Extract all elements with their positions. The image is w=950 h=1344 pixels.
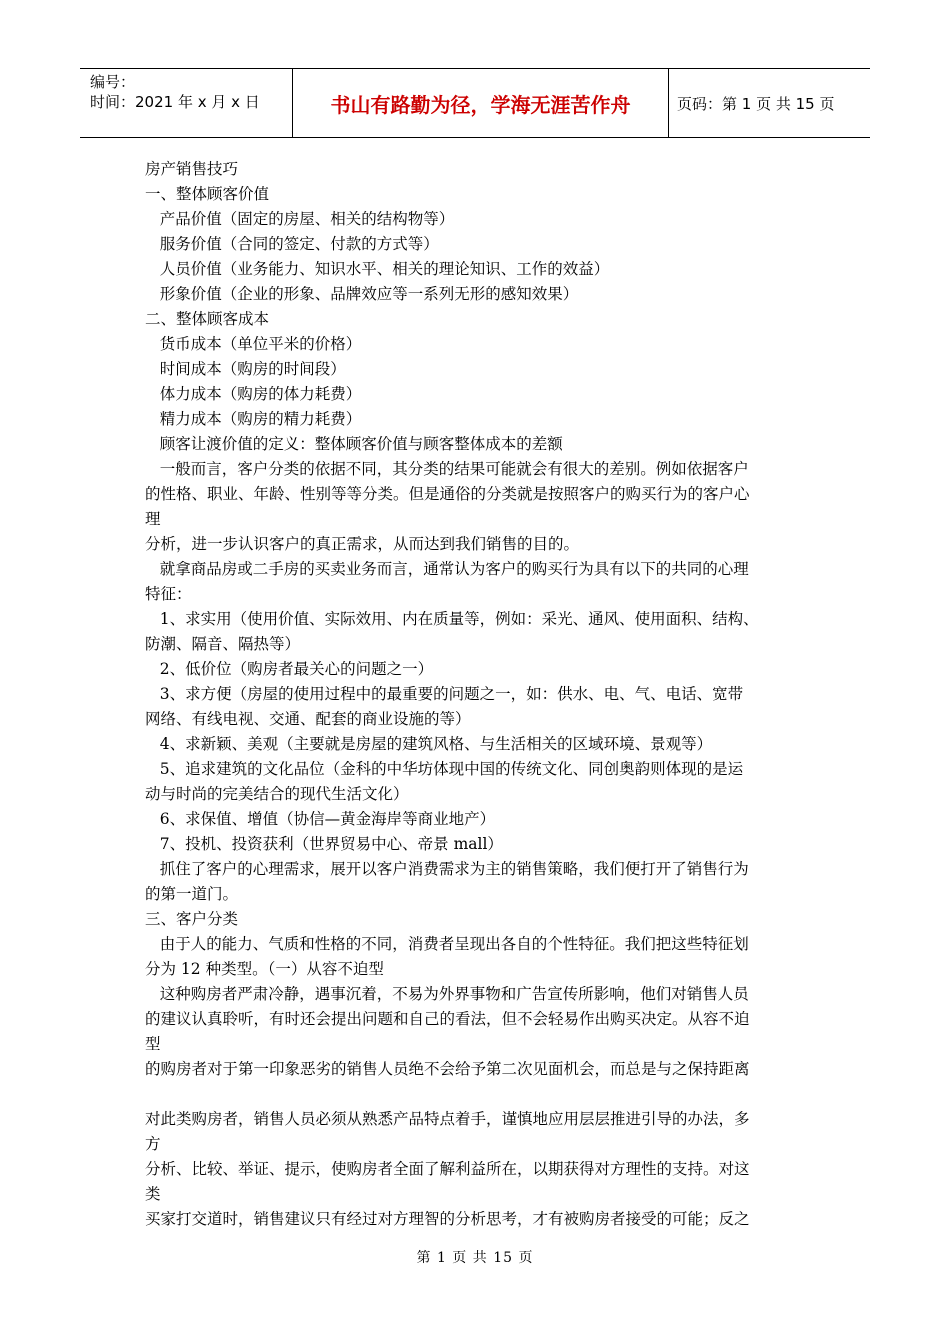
body-line: 的第一道门。 xyxy=(145,885,239,903)
body-line: 抓住了客户的心理需求，展开以客户消费需求为主的销售策略，我们便打开了销售行为 xyxy=(145,860,749,878)
body-line: 网络、有线电视、交通、配套的商业设施的等） xyxy=(145,710,471,728)
body-line: 动与时尚的完美结合的现代生活文化） xyxy=(145,785,409,803)
body-line: 由于人的能力、气质和性格的不同，消费者呈现出各自的个性特征。我们把这些特征划 xyxy=(145,935,749,953)
body-line: 就拿商品房或二手房的买卖业务而言，通常认为客户的购买行为具有以下的共同的心理 xyxy=(145,560,749,578)
body-line: 防潮、隔音、隔热等） xyxy=(145,635,301,653)
page-header xyxy=(80,68,870,138)
body-line: 类 xyxy=(145,1185,161,1203)
body-line: 3、求方便（房屋的使用过程中的最重要的问题之一，如：供水、电、气、电话、宽带 xyxy=(145,685,744,703)
body-line: 体力成本（购房的体力耗费） xyxy=(145,385,362,403)
body-line: 货币成本（单位平米的价格） xyxy=(145,335,362,353)
body-line: 人员价值（业务能力、知识水平、相关的理论知识、工作的效益） xyxy=(145,260,610,278)
page-footer: 第 1 页 共 15 页 xyxy=(416,1250,534,1266)
body-line: 这种购房者严肃冷静，遇事沉着，不易为外界事物和广告宣传所影响，他们对销售人员 xyxy=(145,985,749,1003)
body-line: 一、整体顾客价值 xyxy=(145,185,270,203)
body-line: 4、求新颖、美观（主要就是房屋的建筑风格、与生活相关的区域环境、景观等） xyxy=(145,735,713,753)
body-line: 服务价值（合同的签定、付款的方式等） xyxy=(145,235,439,253)
body-line: 5、追求建筑的文化品位（金科的中华坊体现中国的传统文化、同创奥韵则体现的是运 xyxy=(145,760,744,778)
header-motto: 书山有路勤为径，学海无涯苦作舟 xyxy=(293,69,669,137)
body-line: 型 xyxy=(145,1035,161,1053)
body-line: 一般而言，客户分类的依据不同，其分类的结果可能就会有很大的差别。例如依据客户 xyxy=(145,460,749,478)
body-line: 分析、比较、举证、提示，使购房者全面了解利益所在，以期获得对方理性的支持。对这 xyxy=(145,1160,750,1178)
body-line: 分析，进一步认识客户的真正需求，从而达到我们销售的目的。 xyxy=(145,535,580,553)
document-date: 时间：2021 年 x 月 x 日 xyxy=(90,93,260,111)
header-meta xyxy=(80,69,293,137)
body-line: 特征： xyxy=(145,585,192,603)
body-line: 2、低价位（购房者最关心的问题之一） xyxy=(145,660,434,678)
body-line: 精力成本（购房的精力耗费） xyxy=(145,410,362,428)
body-line: 顾客让渡价值的定义：整体顾客价值与顾客整体成本的差额 xyxy=(145,435,563,453)
body-line: 理 xyxy=(145,510,161,528)
body-line: 对此类购房者，销售人员必须从熟悉产品特点着手，谨慎地应用层层推进引导的办法，多 xyxy=(145,1110,750,1128)
body-line: 6、求保值、增值（协信—黄金海岸等商业地产） xyxy=(145,810,496,828)
body-line: 分为 12 种类型。（一）从容不迫型 xyxy=(145,960,384,978)
body-line: 的购房者对于第一印象恶劣的销售人员绝不会给予第二次见面机会，而总是与之保持距离 xyxy=(145,1060,750,1078)
body-line: 房产销售技巧 xyxy=(145,160,239,178)
body-line: 形象价值（企业的形象、品牌效应等一系列无形的感知效果） xyxy=(145,285,579,303)
body-line: 的建议认真聆听，有时还会提出问题和自己的看法，但不会轻易作出购买决定。从容不迫 xyxy=(145,1010,750,1028)
header-page-info: 页码：第 1 页 共 15 页 xyxy=(677,94,835,113)
body-line: 方 xyxy=(145,1135,161,1153)
body-line: 的性格、职业、年龄、性别等等分类。但是通俗的分类就是按照客户的购买行为的客户心 xyxy=(145,485,750,503)
document-number: 编号： xyxy=(90,73,136,91)
body-line: 买家打交道时，销售建议只有经过对方理智的分析思考，才有被购房者接受的可能；反之 xyxy=(145,1210,750,1228)
body-line: 1、求实用（使用价值、实际效用、内在质量等，例如：采光、通风、使用面积、结构、 xyxy=(145,610,759,628)
document-body xyxy=(145,157,810,1232)
body-line xyxy=(145,1082,810,1107)
body-line: 三、客户分类 xyxy=(145,910,239,928)
body-line: 7、投机、投资获利（世界贸易中心、帝景 mall） xyxy=(145,835,503,853)
body-line: 二、整体顾客成本 xyxy=(145,310,270,328)
body-line: 时间成本（购房的时间段） xyxy=(145,360,346,378)
body-line: 产品价值（固定的房屋、相关的结构物等） xyxy=(145,210,455,228)
